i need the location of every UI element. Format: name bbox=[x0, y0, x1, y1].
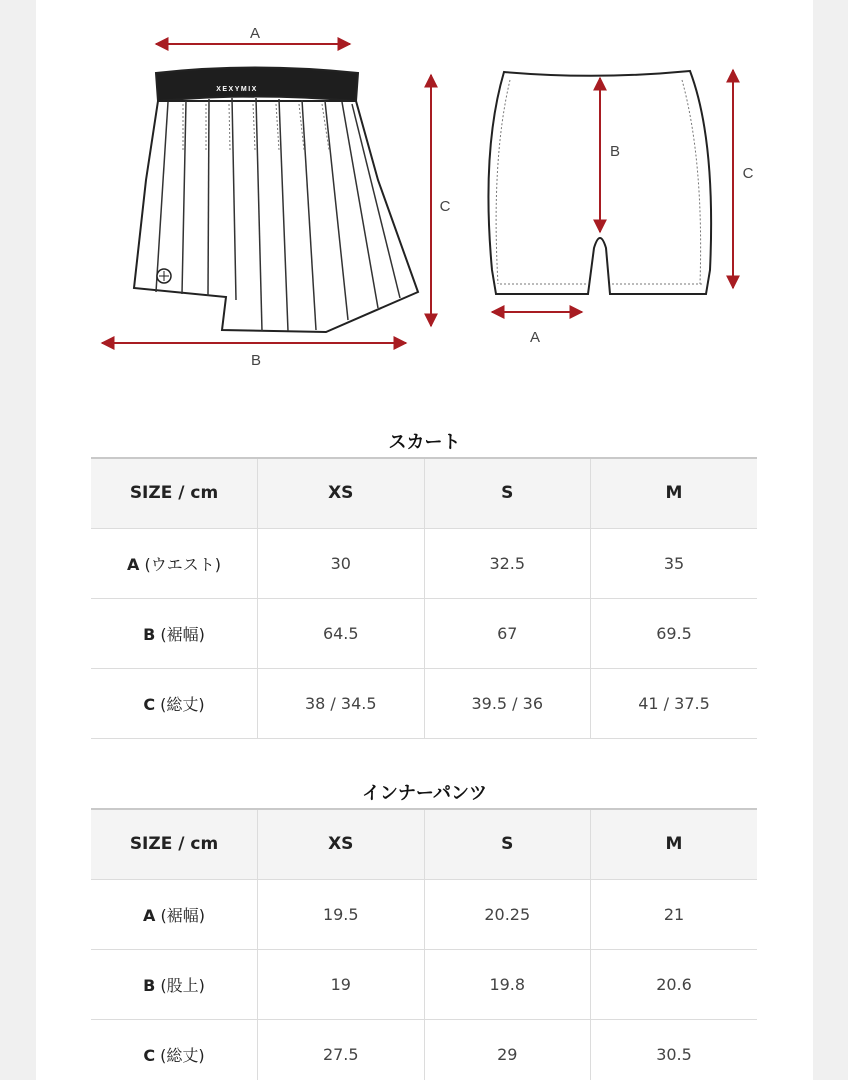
row-name: (裾幅) bbox=[160, 624, 205, 644]
pants-label-a: A bbox=[529, 329, 541, 346]
cell-xs: 19.5 bbox=[258, 879, 425, 949]
header-xs: XS bbox=[258, 809, 425, 879]
row-label bbox=[91, 668, 258, 738]
table-row bbox=[91, 528, 757, 598]
cell-xs: 38 / 34.5 bbox=[258, 668, 425, 738]
cell-m: 41 / 37.5 bbox=[591, 668, 758, 738]
row-name: (総丈) bbox=[160, 694, 205, 714]
header-size-unit: SIZE / cm bbox=[91, 458, 258, 528]
header-size-unit: SIZE / cm bbox=[91, 809, 258, 879]
table-header-row bbox=[91, 809, 757, 879]
skirt-table-title: スカート bbox=[388, 432, 461, 453]
garment-diagrams bbox=[36, 0, 813, 400]
cell-s: 19.8 bbox=[424, 949, 591, 1019]
skirt-label-b: B bbox=[250, 352, 262, 369]
header-s: S bbox=[424, 809, 591, 879]
cell-s: 32.5 bbox=[424, 528, 591, 598]
skirt-label-a: A bbox=[249, 25, 261, 42]
header-m: M bbox=[591, 809, 758, 879]
pants-label-c: C bbox=[742, 165, 754, 182]
cell-s: 39.5 / 36 bbox=[424, 668, 591, 738]
cell-xs: 64.5 bbox=[258, 598, 425, 668]
cell-m: 69.5 bbox=[591, 598, 758, 668]
pants-label-b: B bbox=[609, 143, 621, 160]
row-label bbox=[91, 879, 258, 949]
row-key: A bbox=[127, 554, 140, 574]
cell-xs: 30 bbox=[258, 528, 425, 598]
table-row bbox=[91, 598, 757, 668]
cell-m: 21 bbox=[591, 879, 758, 949]
header-s: S bbox=[424, 458, 591, 528]
row-label bbox=[91, 949, 258, 1019]
diagram-svg bbox=[36, 0, 813, 400]
cell-s: 67 bbox=[424, 598, 591, 668]
row-key: B bbox=[143, 624, 156, 644]
cell-xs: 19 bbox=[258, 949, 425, 1019]
row-name: (ウエスト) bbox=[144, 554, 221, 574]
skirt-illustration bbox=[134, 68, 418, 333]
skirt-label-c: C bbox=[439, 198, 451, 215]
cell-xs: 27.5 bbox=[258, 1019, 425, 1080]
row-name: (裾幅) bbox=[160, 905, 205, 925]
cell-m: 20.6 bbox=[591, 949, 758, 1019]
row-key: B bbox=[143, 975, 156, 995]
row-key: A bbox=[143, 905, 156, 925]
table-row bbox=[91, 1019, 757, 1080]
row-key: C bbox=[143, 694, 156, 714]
row-name: (総丈) bbox=[160, 1045, 205, 1065]
row-label bbox=[91, 528, 258, 598]
table-row bbox=[91, 949, 757, 1019]
table-header-row bbox=[91, 458, 757, 528]
pants-table-title: インナーパンツ bbox=[361, 783, 488, 804]
header-m: M bbox=[591, 458, 758, 528]
header-xs: XS bbox=[258, 458, 425, 528]
pants-size-table bbox=[91, 808, 757, 1080]
skirt-brand-text: XEXYMIX bbox=[216, 86, 258, 93]
table-row bbox=[91, 879, 757, 949]
row-name: (股上) bbox=[160, 975, 205, 995]
row-label bbox=[91, 1019, 258, 1080]
row-label bbox=[91, 598, 258, 668]
cell-s: 20.25 bbox=[424, 879, 591, 949]
row-key: C bbox=[143, 1045, 156, 1065]
cell-s: 29 bbox=[424, 1019, 591, 1080]
cell-m: 35 bbox=[591, 528, 758, 598]
table-row bbox=[91, 668, 757, 738]
size-guide-page bbox=[36, 0, 813, 1080]
skirt-size-table bbox=[91, 457, 757, 739]
cell-m: 30.5 bbox=[591, 1019, 758, 1080]
